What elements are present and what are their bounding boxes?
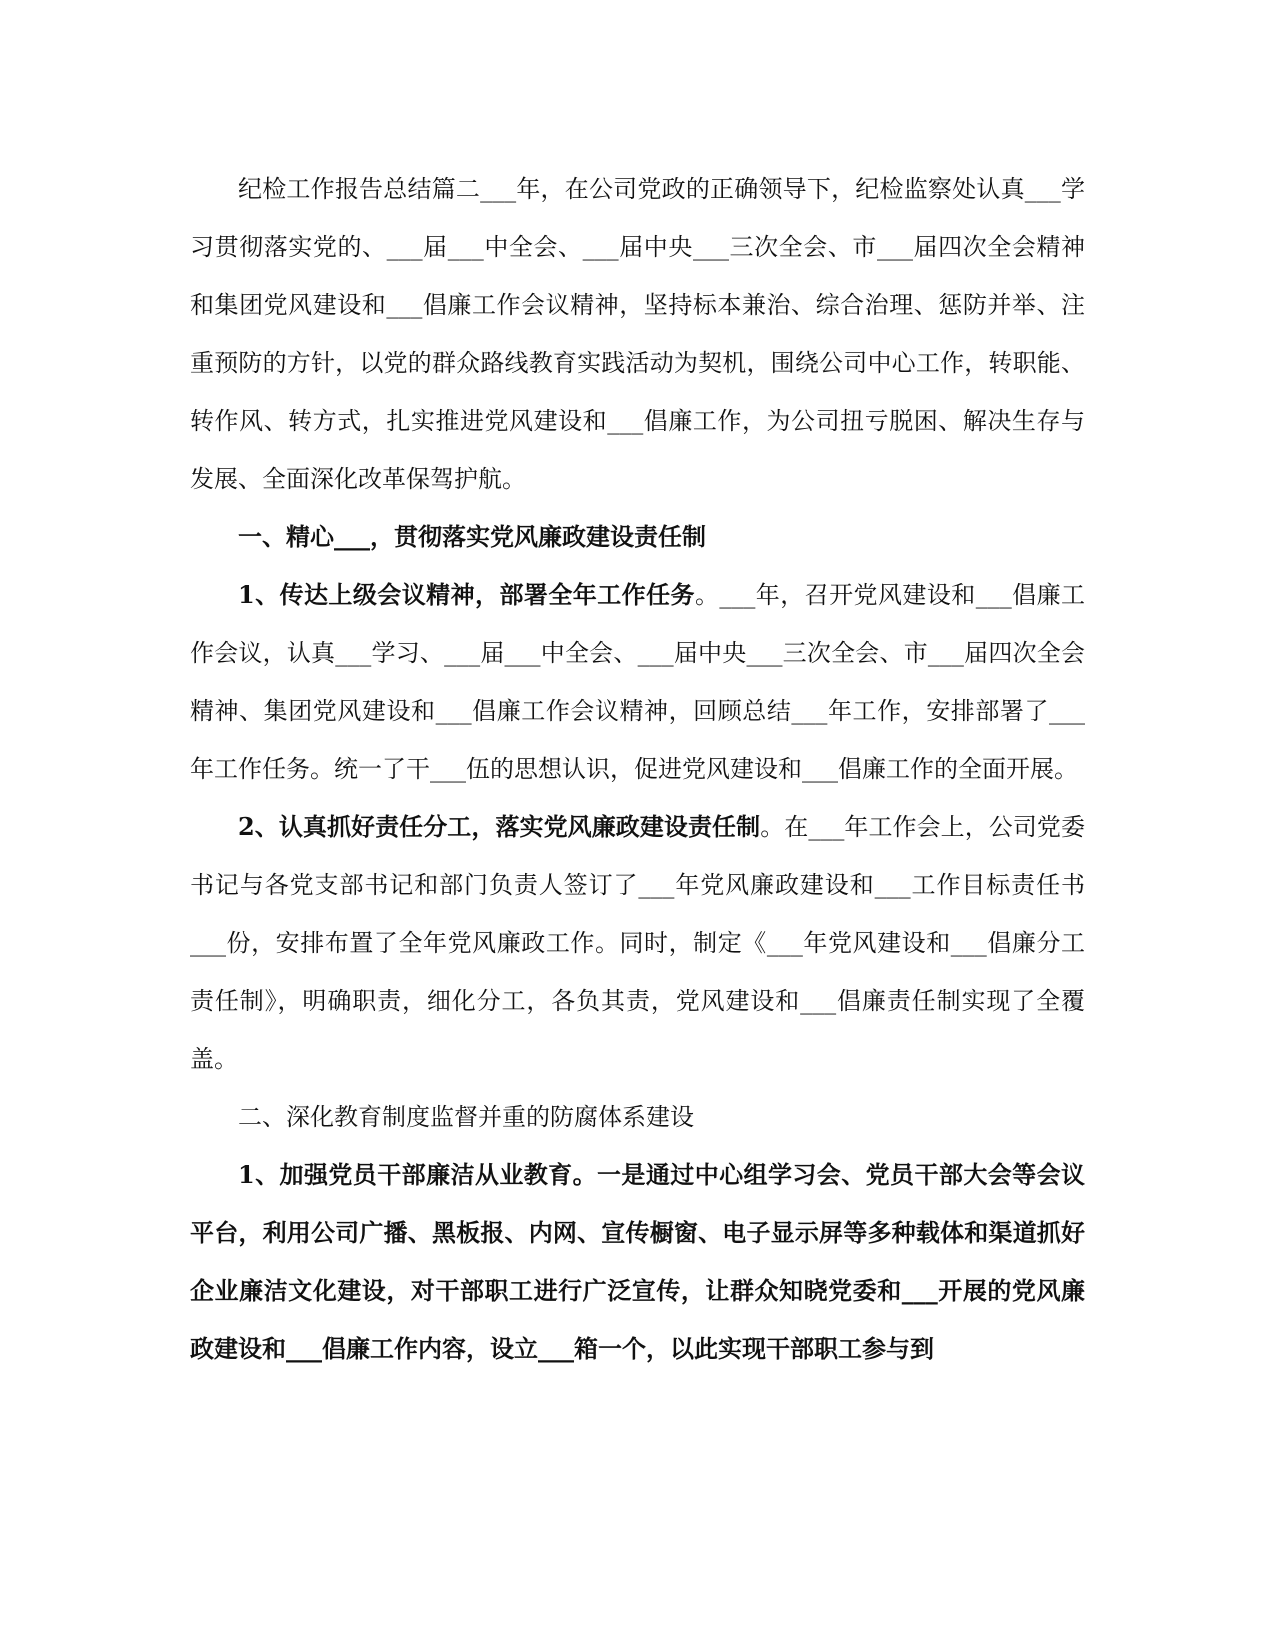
item-1-1-lead: 1、传达上级会议精神，部署全年工作任务	[238, 580, 695, 609]
item-2-1-body: 。一是通过中心组学习会、党员干部大会等会议平台，利用公司广播、黑板报、内网、宣传橱窗、电子显示屏等多种载体和渠道抓好企业廉洁文化建设，对干部职工进行广泛宣传，让群众知晓党委和___开展的党风廉政建设和___倡廉工作内容，设立___箱一个，以此实现干部职工参与到	[190, 1160, 1086, 1363]
section-2-heading-text: 二、深化教育制度监督并重的防腐体系建设	[238, 1103, 694, 1131]
section-1-heading-text: 一、精心___，贯彻落实党风廉政建设责任制	[238, 522, 706, 551]
section-1-heading	[190, 508, 1085, 566]
item-1-1-body: 。___年，召开党风建设和___倡廉工作会议，认真___学习、___届___中全会、___届中央___三次全会、市___届四次全会精神、集团党风建设和___倡廉工作会议精神，回顾总结___年工作，安排部署了___年工作任务。统一了干___伍的思想认识，促进党风建设和___倡廉工作的全面开展。	[190, 581, 1086, 783]
item-2-1-paragraph	[190, 1146, 1085, 1378]
item-1-2-body: 。在___年工作会上，公司党委书记与各党支部书记和部门负责人签订了___年党风廉政建设和___工作目标责任书___份，安排布置了全年党风廉政工作。同时，制定《___年党风建设和___倡廉分工责任制》，明确职责，细化分工，各负其责，党风建设和___倡廉责任制实现了全覆盖。	[190, 813, 1085, 1073]
intro-paragraph	[190, 160, 1085, 508]
intro-text: 纪检工作报告总结篇二___年，在公司党政的正确领导下，纪检监察处认真___学习贯彻落实党的、___届___中全会、___届中央___三次全会、市___届四次全会精神和集团党风建设和___倡廉工作会议精神，坚持标本兼治、综合治理、惩防并举、注重预防的方针，以党的群众路线教育实践活动为契机，围绕公司中心工作，转职能、转作风、转方式，扎实推进党风建设和___倡廉工作，为公司扭亏脱困、解决生存与发展、全面深化改革保驾护航。	[190, 175, 1085, 493]
item-1-1-paragraph	[190, 566, 1085, 798]
document-body	[190, 160, 1085, 1378]
section-2-heading	[190, 1088, 1085, 1146]
item-2-1-lead: 1、加强党员干部廉洁从业教育	[238, 1160, 573, 1189]
item-1-2-paragraph	[190, 798, 1085, 1088]
item-1-2-lead: 2、认真抓好责任分工，落实党风廉政建设责任制	[238, 812, 761, 841]
